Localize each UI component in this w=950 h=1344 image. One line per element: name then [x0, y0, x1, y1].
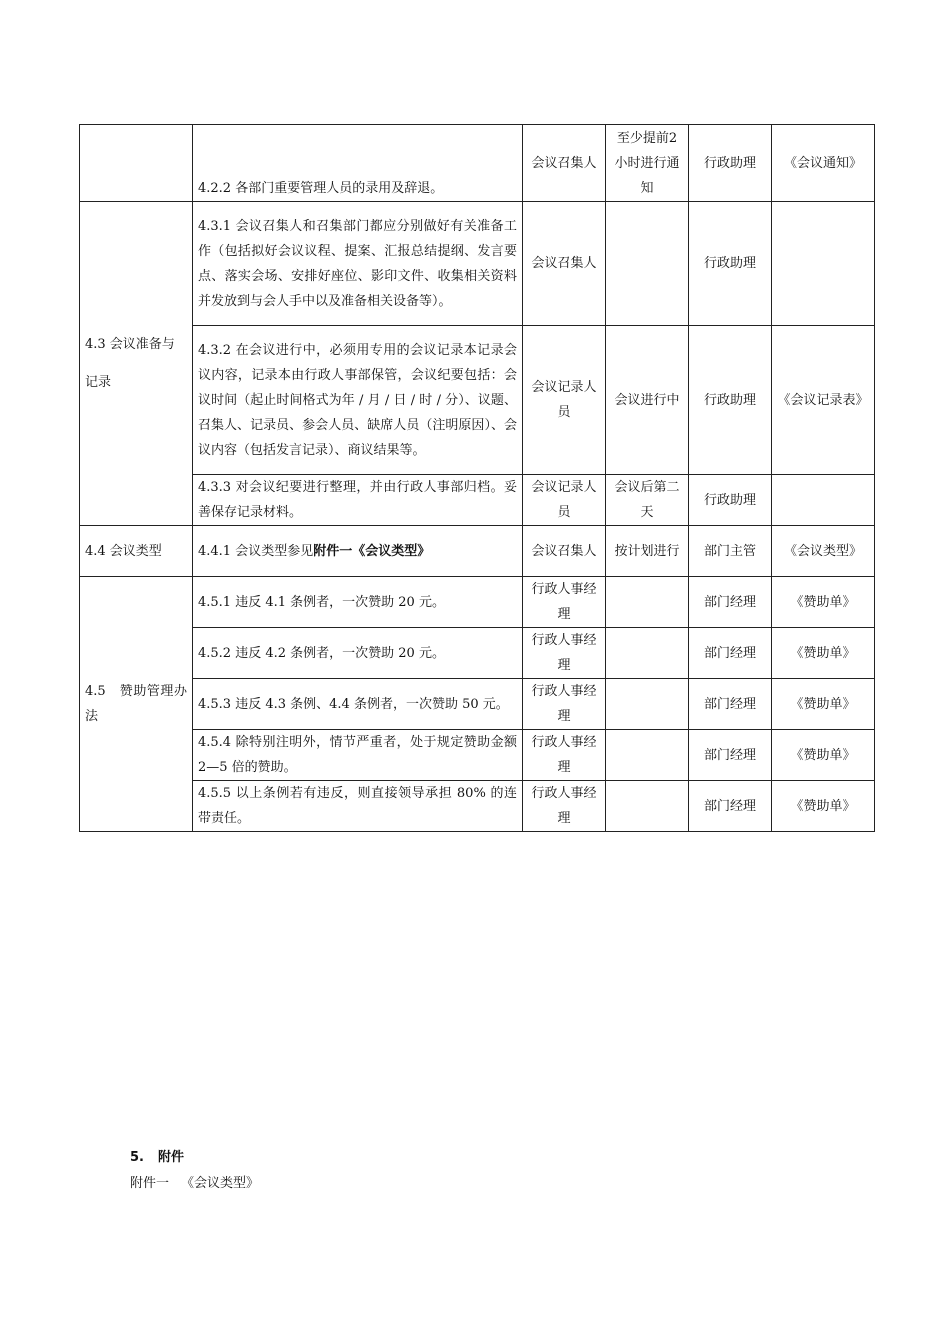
attachment-label: 附件一 — [130, 1176, 170, 1191]
executor-cell: 行政助理 — [689, 475, 772, 526]
content-cell: 4.5.5 以上条例若有违反，则直接领导承担 80% 的连带责任。 — [193, 781, 523, 832]
responsible-cell: 行政人事经理 — [523, 628, 606, 679]
executor-cell: 部门经理 — [689, 781, 772, 832]
executor-cell: 部门经理 — [689, 679, 772, 730]
section-5-heading — [130, 1146, 184, 1165]
timing-cell — [606, 577, 689, 628]
responsible-cell: 会议记录人员 — [523, 326, 606, 475]
table-row — [80, 125, 875, 202]
table-row — [80, 202, 875, 326]
timing-cell — [606, 628, 689, 679]
content-cell: 4.5.1 违反 4.1 条例者，一次赞助 20 元。 — [193, 577, 523, 628]
table-row — [80, 526, 875, 577]
form-cell: 《赞助单》 — [772, 679, 875, 730]
table-row — [80, 679, 875, 730]
procedure-table — [79, 124, 875, 832]
section-cell-4-5: 4.5 赞助管理办法 — [80, 577, 193, 832]
table-row — [80, 628, 875, 679]
executor-cell: 行政助理 — [689, 326, 772, 475]
content-text: 4.4.1 会议类型参见 — [198, 543, 314, 559]
form-cell — [772, 202, 875, 326]
form-cell: 《赞助单》 — [772, 781, 875, 832]
form-cell — [772, 475, 875, 526]
content-cell: 4.3.3 对会议纪要进行整理，并由行政人事部归档。妥善保存记录材料。 — [193, 475, 523, 526]
form-cell: 《会议通知》 — [772, 125, 875, 202]
executor-cell: 部门主管 — [689, 526, 772, 577]
content-cell: 4.3.2 在会议进行中，必须用专用的会议记录本记录会议内容，记录本由行政人事部保管，会议纪要包括：会议时间（起止时间格式为年 / 月 / 日 / 时 / 分）、议题、召集人、记录员、参会人员、缺席人员（注明原因）、会议内容（包括发言记录）、商议结果等。 — [193, 326, 523, 475]
executor-cell: 部门经理 — [689, 628, 772, 679]
form-cell: 《会议类型》 — [772, 526, 875, 577]
table-row — [80, 781, 875, 832]
attachment-line — [130, 1172, 259, 1191]
section-title: 附件 — [157, 1150, 184, 1165]
content-cell — [193, 526, 523, 577]
responsible-cell: 行政人事经理 — [523, 679, 606, 730]
responsible-cell: 行政人事经理 — [523, 781, 606, 832]
timing-cell — [606, 202, 689, 326]
executor-cell: 部门经理 — [689, 730, 772, 781]
table-row — [80, 475, 875, 526]
attachment-name: 《会议类型》 — [181, 1176, 260, 1191]
section-cell — [80, 125, 193, 202]
section-number: 5. — [130, 1150, 144, 1165]
executor-cell: 行政助理 — [689, 202, 772, 326]
executor-cell: 行政助理 — [689, 125, 772, 202]
timing-cell: 按计划进行 — [606, 526, 689, 577]
section-cell-4-4: 4.4 会议类型 — [80, 526, 193, 577]
table-row — [80, 326, 875, 475]
timing-cell: 会议后第二天 — [606, 475, 689, 526]
section-label: 记录 — [85, 374, 112, 390]
content-cell: 4.5.2 违反 4.2 条例者，一次赞助 20 元。 — [193, 628, 523, 679]
section-label: 4.3 会议准备与 — [85, 336, 175, 352]
form-cell: 《赞助单》 — [772, 628, 875, 679]
content-cell: 4.3.1 会议召集人和召集部门都应分别做好有关准备工作（包括拟好会议议程、提案、汇报总结提纲、发言要点、落实会场、安排好座位、影印文件、收集相关资料并发放到与会人手中以及准备相关设备等）。 — [193, 202, 523, 326]
responsible-cell: 会议记录人员 — [523, 475, 606, 526]
timing-cell: 会议进行中 — [606, 326, 689, 475]
form-cell: 《赞助单》 — [772, 730, 875, 781]
attachment-reference: 附件一《会议类型》 — [313, 543, 431, 559]
section-cell-4-3 — [80, 202, 193, 526]
responsible-cell: 会议召集人 — [523, 202, 606, 326]
timing-cell: 至少提前2小时进行通知 — [606, 125, 689, 202]
timing-cell — [606, 781, 689, 832]
table-row — [80, 730, 875, 781]
form-cell: 《会议记录表》 — [772, 326, 875, 475]
content-cell: 4.2.2 各部门重要管理人员的录用及辞退。 — [193, 125, 523, 202]
timing-cell — [606, 730, 689, 781]
responsible-cell: 会议召集人 — [523, 125, 606, 202]
executor-cell: 部门经理 — [689, 577, 772, 628]
form-cell: 《赞助单》 — [772, 577, 875, 628]
content-cell: 4.5.4 除特别注明外，情节严重者，处于规定赞助金额 2—5 倍的赞助。 — [193, 730, 523, 781]
responsible-cell: 行政人事经理 — [523, 730, 606, 781]
table-row — [80, 577, 875, 628]
content-cell: 4.5.3 违反 4.3 条例、4.4 条例者，一次赞助 50 元。 — [193, 679, 523, 730]
timing-cell — [606, 679, 689, 730]
responsible-cell: 会议召集人 — [523, 526, 606, 577]
responsible-cell: 行政人事经理 — [523, 577, 606, 628]
